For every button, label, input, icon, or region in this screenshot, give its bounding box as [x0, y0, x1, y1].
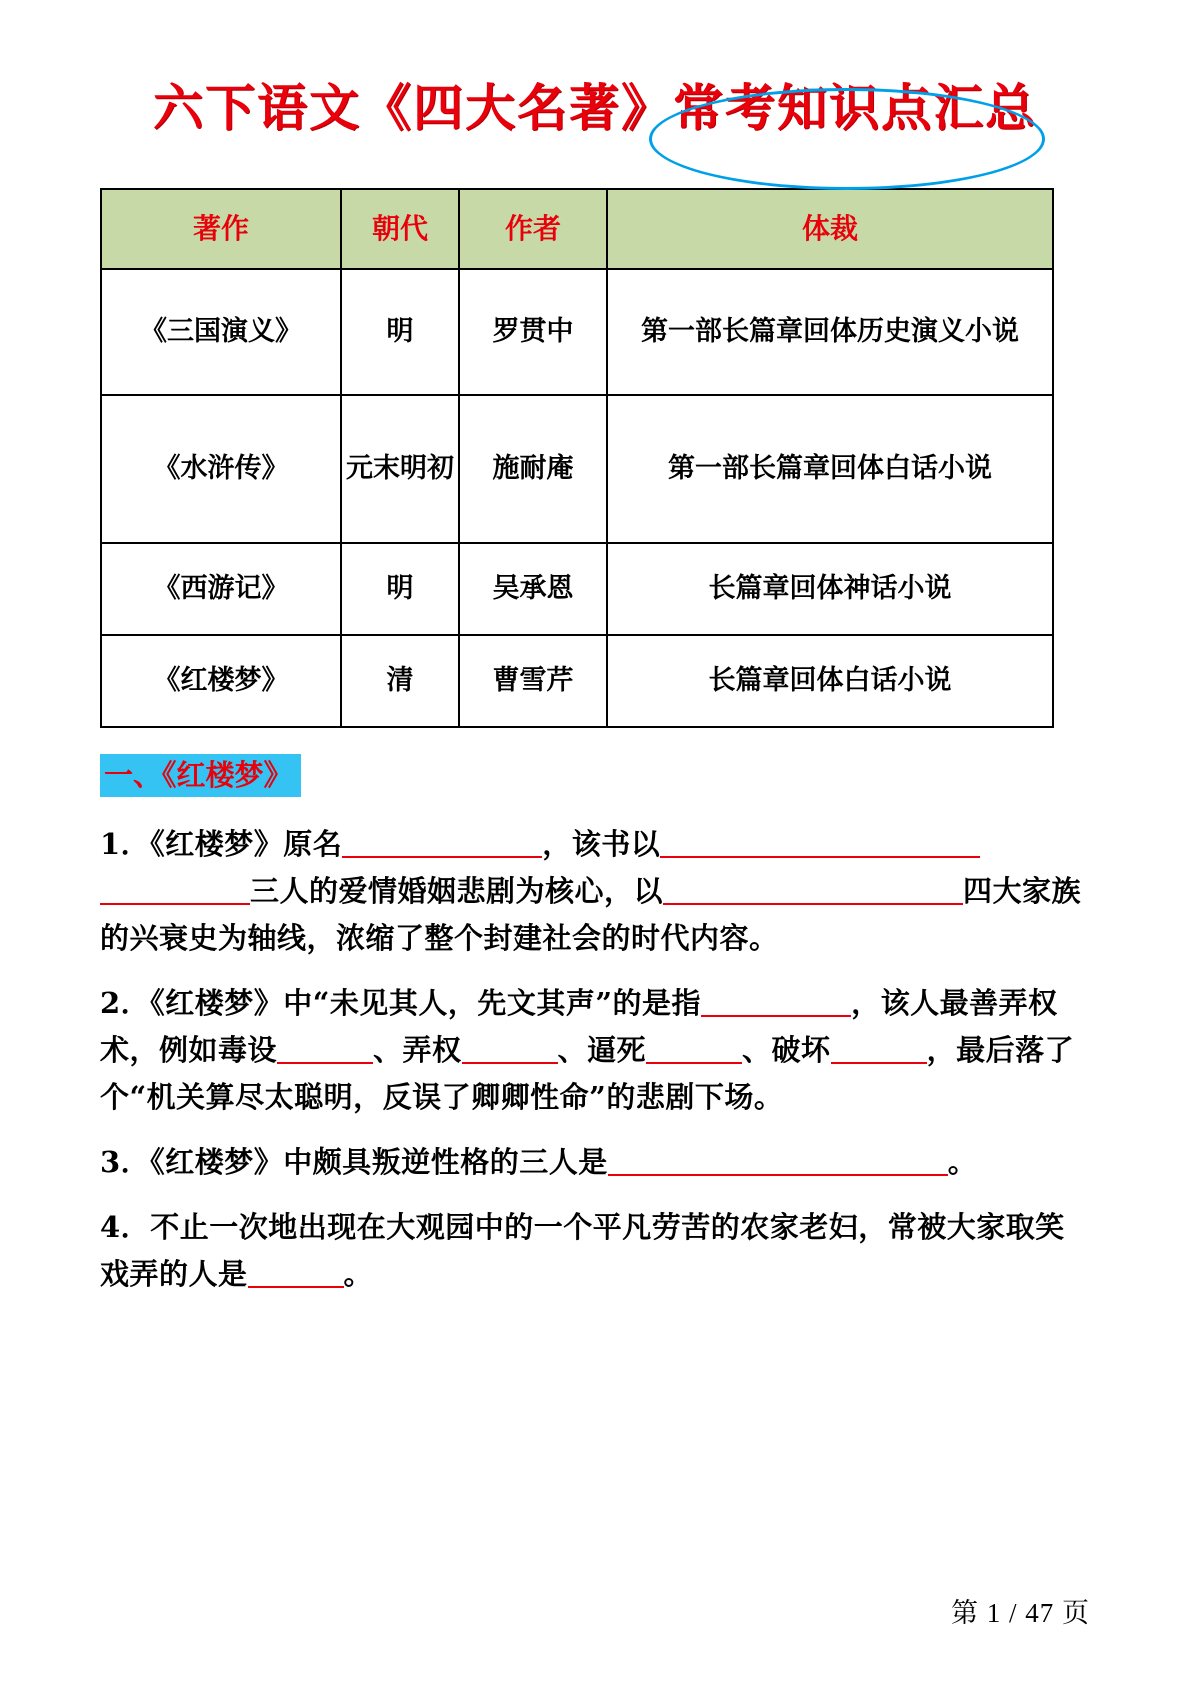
- question-list: [100, 821, 1090, 1298]
- question-text: 四大家族的兴衰史为轴线，浓缩了整个封建社会的时代内容。: [100, 874, 1082, 956]
- question-paragraph: [100, 1204, 1090, 1298]
- question-text: ，最后落了个“机关算尽太聪明，反误了卿卿性命”的悲剧下场。: [100, 1033, 1075, 1115]
- question-text: 、弄权: [373, 1033, 462, 1068]
- table-row: [101, 543, 1053, 635]
- answer-blank[interactable]: [646, 1030, 742, 1064]
- question-text: 《红楼梦》原名: [150, 827, 343, 862]
- cell-author: 施耐庵: [459, 395, 607, 543]
- answer-blank[interactable]: [277, 1030, 373, 1064]
- answer-blank[interactable]: [663, 871, 963, 905]
- footer-page-number: 1: [986, 1598, 1002, 1628]
- cell-author: 曹雪芹: [459, 635, 607, 727]
- cell-genre: 第一部长篇章回体白话小说: [607, 395, 1053, 543]
- four-classics-table: [100, 188, 1054, 728]
- section-heading: 一、《红楼梦》: [100, 754, 301, 797]
- question-text: 。: [947, 1145, 978, 1180]
- title-part-2-wrap: [673, 78, 1037, 137]
- question-paragraph: [100, 821, 1090, 962]
- question-text: ，该书以: [542, 827, 661, 862]
- table-header-work: 著作: [101, 189, 341, 269]
- question-number: 2．: [100, 986, 151, 1021]
- question-text: 不止一次地出现在大观园中的一个平凡劳苦的农家老妇，常被大家取笑戏弄的人是: [100, 1210, 1065, 1291]
- title-text: [100, 52, 1090, 164]
- table-row: [101, 269, 1053, 395]
- answer-blank[interactable]: [100, 871, 250, 905]
- question-text: 《红楼梦》中颇具叛逆性格的三人是: [150, 1145, 608, 1180]
- table-header-genre: 体裁: [607, 189, 1053, 269]
- cell-author: 罗贯中: [459, 269, 607, 395]
- cell-work: 《西游记》: [101, 543, 341, 635]
- footer-suffix: 页: [1062, 1598, 1090, 1628]
- footer-separator: /: [1008, 1598, 1018, 1628]
- answer-blank[interactable]: [908, 1142, 948, 1176]
- answer-blank[interactable]: [831, 1030, 927, 1064]
- question-text: 三人的爱情婚姻悲剧为核心，以: [250, 874, 664, 909]
- question-paragraph: [100, 1139, 1090, 1186]
- question-number: 3．: [100, 1145, 151, 1180]
- table-header-row: [101, 189, 1053, 269]
- cell-dynasty: 元末明初: [341, 395, 459, 543]
- question-text: 。: [343, 1257, 374, 1291]
- cell-dynasty: 清: [341, 635, 459, 727]
- cell-work: 《三国演义》: [101, 269, 341, 395]
- question-text: 、破坏: [742, 1033, 831, 1068]
- answer-blank[interactable]: [608, 1142, 908, 1176]
- cell-genre: 长篇章回体神话小说: [607, 543, 1053, 635]
- cell-dynasty: 明: [341, 543, 459, 635]
- title-part-1: 六下语文《四大名著》: [153, 78, 673, 137]
- question-text: 、逼死: [557, 1033, 647, 1068]
- page-title: [100, 52, 1090, 164]
- question-paragraph: [100, 980, 1090, 1121]
- cell-genre: 长篇章回体白话小说: [607, 635, 1053, 727]
- footer-prefix: 第: [950, 1598, 979, 1628]
- table-row: [101, 635, 1053, 727]
- answer-blank[interactable]: [342, 824, 542, 858]
- question-number: 4．: [100, 1210, 151, 1245]
- question-text: ，该人最善弄权术，例如毒设: [100, 986, 1058, 1068]
- cell-genre: 第一部长篇章回体历史演义小说: [607, 269, 1053, 395]
- question-text: 《红楼梦》中“未见其人，先文其声”的是指: [150, 986, 702, 1021]
- table-header-dynasty: 朝代: [341, 189, 459, 269]
- title-part-2: 常考知识点汇总: [673, 78, 1037, 137]
- cell-author: 吴承恩: [459, 543, 607, 635]
- question-number: 1．: [100, 827, 151, 862]
- answer-blank[interactable]: [660, 824, 980, 858]
- answer-blank[interactable]: [248, 1254, 344, 1288]
- table-header-author: 作者: [459, 189, 607, 269]
- table-row: [101, 395, 1053, 543]
- answer-blank[interactable]: [462, 1030, 558, 1064]
- page-footer: [951, 1591, 1090, 1630]
- cell-work: 《水浒传》: [101, 395, 341, 543]
- answer-blank[interactable]: [701, 983, 851, 1017]
- cell-work: 《红楼梦》: [101, 635, 341, 727]
- footer-total-pages: 47: [1025, 1598, 1055, 1628]
- cell-dynasty: 明: [341, 269, 459, 395]
